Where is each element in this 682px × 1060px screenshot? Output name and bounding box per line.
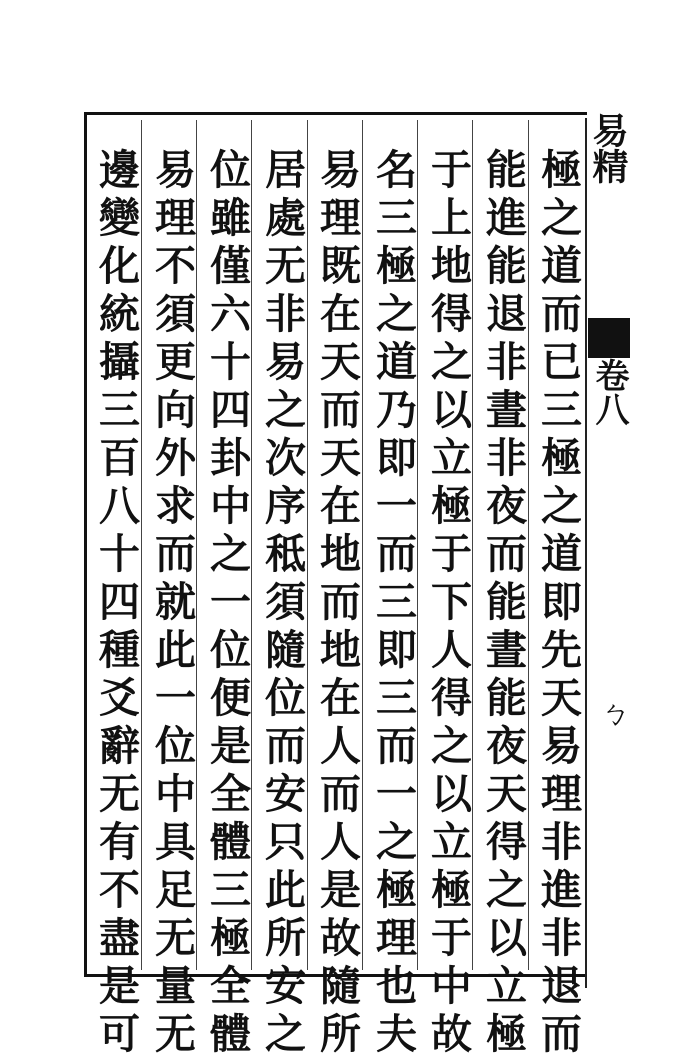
column-rule: [362, 120, 363, 970]
text-column-5: 易理既在天而天在地而地在人而人是故隨所: [313, 148, 361, 1060]
margin-book-title: 易精: [587, 112, 629, 184]
text-column-2: 能進能退非晝非夜而能晝能夜天得之以立極: [479, 148, 527, 1060]
column-rule: [417, 120, 418, 970]
frame-left-border: [84, 112, 87, 977]
column-rule: [472, 120, 473, 970]
column-rule: [307, 120, 308, 970]
text-column-8: 易理不須更向外求而就此一位中具足无量无: [148, 148, 196, 1060]
margin-volume-label: 卷八: [589, 358, 629, 426]
text-column-7: 位雖僅六十四卦中之一位便是全體三極全體: [203, 148, 251, 1060]
fishtail-block-mark: [588, 318, 630, 358]
text-column-3: 于上地得之以立極于下人得之以立極于中故: [424, 148, 472, 1060]
text-column-6: 居處无非易之次序秪須隨位而安只此所安之: [258, 148, 306, 1060]
column-rule: [528, 120, 529, 970]
text-column-1: 極之道而已三極之道即先天易理非進非退而: [534, 148, 582, 1060]
text-column-9: 邊變化統攝三百八十四種爻辭无有不盡是可: [92, 148, 140, 1060]
column-rule: [196, 120, 197, 970]
frame-top-border: [84, 112, 587, 115]
column-rule: [251, 120, 252, 970]
text-column-4: 名三極之道乃即一而三即三而一之極理也夫: [369, 148, 417, 1060]
column-rule: [141, 120, 142, 970]
margin-page-mark: ㄅ: [600, 697, 630, 732]
frame-right-border: [585, 118, 587, 988]
